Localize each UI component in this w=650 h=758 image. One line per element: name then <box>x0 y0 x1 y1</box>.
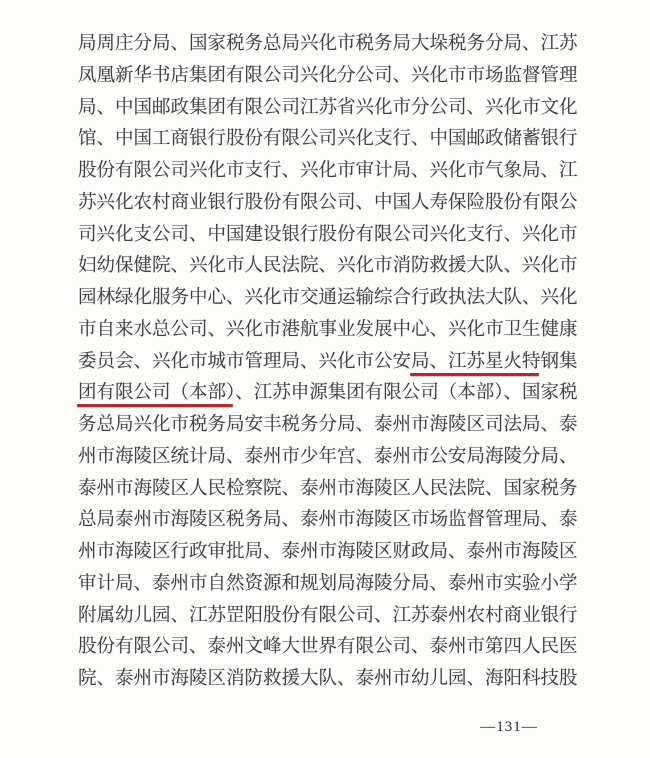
text-line: 苏兴化农村商业银行股份有限公司、中国人寿保险股份有限公 <box>78 192 578 213</box>
text-line: 总局泰州市海陵区税务局、泰州市海陵区市场监督管理局、泰 <box>78 510 578 531</box>
text-line: 局、中国邮政集团有限公司江苏省兴化市分公司、兴化市文化 <box>78 97 578 118</box>
text-line: 市自来水总公司、兴化市港航事业发展中心、兴化市卫生健康 <box>78 319 578 340</box>
body-text <box>78 29 578 696</box>
text-line: 局周庄分局、国家税务总局兴化市税务局大垛税务分局、江苏 <box>78 34 578 54</box>
text-line: 馆、中国工商银行股份有限公司兴化支行、中国邮政储蓄银行 <box>78 129 578 150</box>
text-line: 泰州市海陵区人民检察院、泰州市海陵区人民法院、国家税务 <box>78 478 578 499</box>
text-line: 股份有限公司兴化市支行、兴化市审计局、兴化市气象局、江 <box>78 161 578 181</box>
text-line: 委员会、兴化市城市管理局、兴化市公安局、江苏星火特钢集 <box>78 351 578 372</box>
red-underline-segment-1 <box>410 373 539 376</box>
text-line: 司兴化支公司、中国建设银行股份有限公司兴化支行、兴化市 <box>78 224 578 245</box>
text-line: 园林绿化服务中心、兴化市交通运输综合行政执法大队、兴化 <box>78 288 578 308</box>
text-line: 附属幼儿园、江苏罡阳股份有限公司、江苏泰州农村商业银行 <box>78 605 578 626</box>
text-line: 妇幼保健院、兴化市人民法院、兴化市消防救援大队、兴化市 <box>78 256 578 277</box>
text-line: 院、泰州市海陵区消防救援大队、泰州市幼儿园、海阳科技股 <box>78 669 578 689</box>
text-line: 团有限公司（本部）、江苏申源集团有限公司（本部）、国家税 <box>78 383 578 404</box>
text-line: 审计局、泰州市自然资源和规划局海陵分局、泰州市实验小学 <box>78 573 578 594</box>
text-line: 股份有限公司、泰州文峰大世界有限公司、泰州市第四人民医 <box>78 637 578 658</box>
text-line: 州市海陵区行政审批局、泰州市海陵区财政局、泰州市海陵区 <box>78 542 578 562</box>
text-line: 凤凰新华书店集团有限公司兴化分公司、兴化市市场监督管理 <box>78 65 578 86</box>
text-line: 务总局兴化市税务局安丰税务分局、泰州市海陵区司法局、泰 <box>78 415 578 435</box>
page-number: —131— <box>480 719 538 735</box>
text-line: 州市海陵区统计局、泰州市少年宫、泰州市公安局海陵分局、 <box>78 446 578 467</box>
red-underline-segment-2 <box>77 404 233 407</box>
